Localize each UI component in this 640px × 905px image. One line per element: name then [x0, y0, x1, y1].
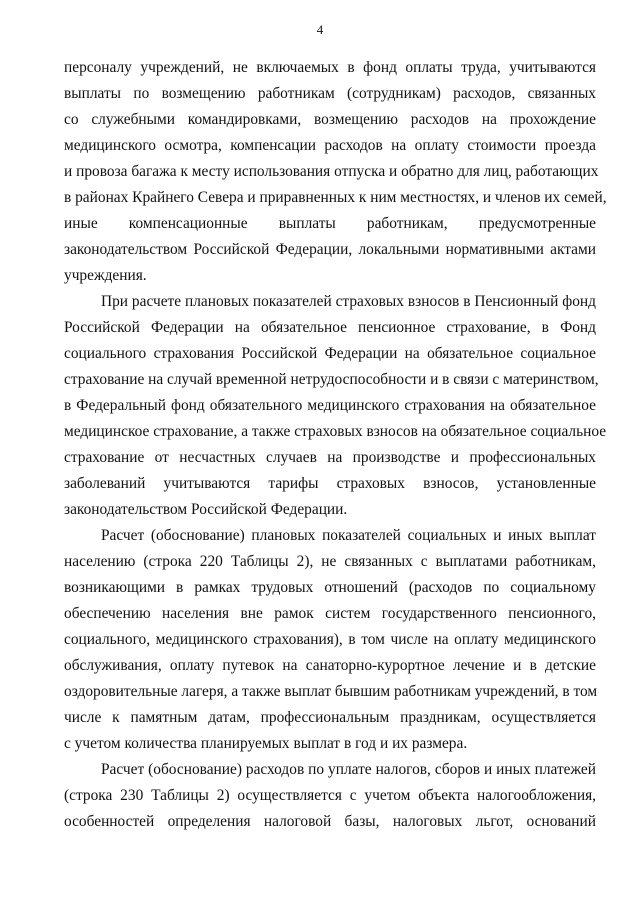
text-line: заболеваний учитываются тарифы страховых взносов, установленные [64, 475, 596, 492]
text-line: страхование от несчастных случаев на производстве и профессиональных [64, 449, 596, 466]
text-line: числе к памятным датам, профессиональным праздникам, осуществляется [64, 709, 596, 726]
text-line: Расчет (обоснование) расходов по уплате налогов, сборов и иных платежей [101, 761, 596, 778]
text-line: обеспечению населения вне рамок систем государственного пенсионного, [64, 605, 596, 622]
text-line: населению (строка 220 Таблицы 2), не связанных с выплатами работникам, [64, 553, 596, 570]
text-line: (строка 230 Таблицы 2) осуществляется с учетом объекта налогообложения, [64, 787, 596, 804]
text-line: социального страхования Российской Федерации на обязательное социальное [64, 345, 596, 362]
text-line: иные компенсационные выплаты работникам, предусмотренные [64, 215, 596, 232]
text-line: При расчете плановых показателей страховых взносов в Пенсионный фонд [101, 293, 596, 310]
text-line: в районах Крайнего Севера и приравненных к ним местностях, и членов их семей, [64, 189, 607, 206]
text-line: особенностей определения налоговой базы, налоговых льгот, оснований [64, 813, 596, 830]
text-line: законодательством Российской Федерации. [64, 501, 348, 518]
text-line: медицинского осмотра, компенсации расходов на оплату стоимости проезда [64, 137, 596, 154]
text-line: Расчет (обоснование) плановых показателей социальных и иных выплат [101, 527, 596, 544]
text-line: социального, медицинского страхования), в том числе на оплату медицинского [64, 631, 596, 648]
text-line: со служебными командировками, возмещению расходов на прохождение [64, 111, 596, 128]
text-line: в Федеральный фонд обязательного медицинского страхования на обязательное [64, 397, 596, 414]
text-line: персоналу учреждений, не включаемых в фонд оплаты труда, учитываются [64, 59, 596, 76]
text-line: с учетом количества планируемых выплат в год и их размера. [64, 735, 468, 752]
text-line: возникающими в рамках трудовых отношений (расходов по социальному [64, 579, 596, 596]
text-line: законодательством Российской Федерации, локальными нормативными актами [64, 241, 596, 258]
page-number: 4 [316, 22, 324, 37]
text-line: страхование на случай временной нетрудоспособности и в связи с материнством, [64, 371, 599, 388]
text-line: выплаты по возмещению работникам (сотрудникам) расходов, связанных [64, 85, 596, 102]
text-line: учреждения. [64, 267, 147, 284]
text-line: медицинское страхование, а также страховых взносов на обязательное социальное [64, 423, 607, 440]
text-line: обслуживания, оплату путевок на санаторно-курортное лечение и в детские [64, 657, 596, 674]
text-line: и провоза багажа к месту использования отпуска и обратно для лиц, работающих [64, 163, 599, 180]
text-line: оздоровительные лагеря, а также выплат бывшим работникам учреждений, в том [64, 683, 598, 700]
text-line: Российской Федерации на обязательное пенсионное страхование, в Фонд [64, 319, 596, 336]
